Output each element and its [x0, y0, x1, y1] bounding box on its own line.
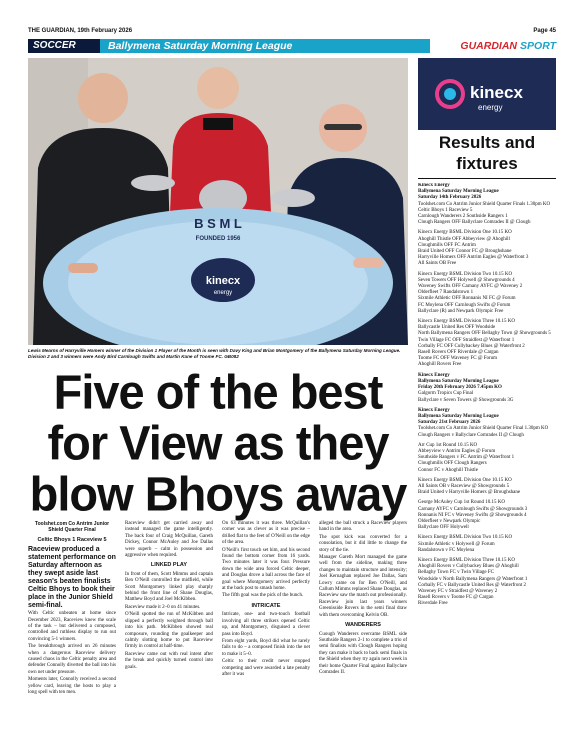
fixture-block: [418, 408, 556, 443]
fixture-line: Twin Village FC OFF Straidfest @ Waterfront 1: [418, 337, 515, 343]
fixture-block: [418, 500, 556, 535]
plate-subtitle: FOUNDED 1956: [195, 236, 241, 242]
sponsor-ad: [418, 58, 556, 130]
section-label: SOCCER: [28, 39, 100, 53]
fixture-line: Olderfleet v Newpark Olympic: [418, 518, 481, 524]
paragraph: Moments later, Connolly received a second yellow card, leaving the hosts to play a long spell with ten men.: [28, 677, 116, 696]
article-column-2: [125, 521, 213, 672]
fixture-block: [418, 478, 556, 501]
headline: Five of the best for View as they blow Bhoys away: [29, 364, 407, 521]
paragraph: On 63 minutes it was three. McQuillan's corner was as clever as it was precise – drilled flat to the feet of O'Neill on the edge of the area.: [222, 521, 310, 546]
fixture-line: Woodside v North Ballymena Rangers @ Waterfront 1: [418, 576, 528, 582]
fixture-line: All Saints OB v Raceview @ Showgrounds 5: [418, 483, 510, 489]
fixture-line: All Saints OB Free: [418, 261, 457, 267]
fixture-line: Corbally FC v Ballycastle United Res @ Waterfront 2: [418, 582, 526, 588]
ad-sub: energy: [478, 103, 503, 112]
fixture-line: Rasell Rovers OFF Riverdale @ Cargan: [418, 350, 499, 356]
article-body: [28, 521, 408, 721]
team-photo: [28, 58, 408, 345]
paragraph: Raceview made it 2–0 on 41 minutes.: [125, 604, 201, 610]
paragraph: In front of them, Scott Mimms and captain Ben O'Neill controlled the midfield, while Scott Montgomery linked play sharply behind the front line of Shane Douglas, Matthew Boyd and Joel McKibben.: [125, 571, 213, 603]
fixture-line: George McAuley Cup 1st Round 10.15 KO: [418, 500, 505, 506]
fixture-line: Ahoghill Rovers v Cullybackey Blues @ Ahoghill: [418, 564, 519, 570]
paragraph: alleged the ball struck a Raceview players hand in the area.: [319, 521, 407, 533]
fixture-line: Cloughmills OFF FC Antrim: [418, 242, 476, 248]
fixture-line: Braid United OFF Connor FC @ Broughshane: [418, 249, 512, 255]
paragraph: The breakthrough arrived on 26 minutes when a dangerous Raceview delivery caused chaos in the Celtic penalty area and defender Connolly diverted the ball into his own net under pressure.: [28, 644, 116, 675]
masthead-brand: [430, 39, 556, 53]
fixture-block: [418, 230, 556, 271]
photo-caption: Lewis Mearns of Harryville Homers winner of the Division 1 Player of the Month is seen with Davy King and Brian Montgomery of the Ballymena Saturday Morning League. Division 2 and 3 winners were Andy Bird Carnlough Swifts and Martin Kane of Toome FC. GB082: [28, 348, 401, 359]
fixture-line: Bellaghy Town FC v Twin Village FC: [418, 570, 494, 576]
fixture-line: Toome FC OFF Waveney FC @ Forum: [418, 356, 498, 362]
paragraph: Celtic to their credit never stopped competing and were awarded a late penalty after it was: [222, 659, 310, 677]
fixture-line: Corbally FC OFF Cullybackey Blues @ Waterfront 2: [418, 343, 525, 349]
fixture-line: Seven Towers OFF Holywell @ Showgrounds 4: [418, 277, 515, 283]
paragraph: O'Neill's first touch set him, and his second found the bottom corner from 16 yards. Two minutes later it was four. Pressure down the wide area forced Celtic deeper, and Douglas drove a ball across the face of goal where Montgomery arrived perfectly at the back post to smash home.: [222, 547, 310, 592]
article-column-4: [319, 521, 407, 677]
fixture-heading: Kinecx Energy: [418, 407, 450, 413]
fixture-heading: Ballymena Saturday Morning League: [418, 413, 499, 419]
competition-line: Toolshet.com Co Antrim Junior Shield Quarter Final: [34, 521, 110, 534]
fixture-line: Clough Rangers v Ballyclare Comrades II @ Clough: [418, 432, 524, 438]
fixture-block: [418, 535, 556, 558]
fixture-heading: Saturday 21st February 2026: [418, 420, 481, 426]
plate-title: B S M L: [194, 216, 242, 231]
fixture-line: Kinecx Energy BSML Division Two 10.15 KO: [418, 535, 513, 541]
fixture-line: Rasell Rovers v Toome FC @ Cargan: [418, 595, 494, 601]
subheading: WANDERERS: [345, 622, 381, 629]
kinecx-logo: [418, 58, 556, 130]
paragraph: From eight yards, Boyd did what he rarely fails to do – a composed finish into the net to make it 5–0.: [222, 638, 310, 657]
fixture-line: Celtic Bhoys 1 Raceview 5: [418, 207, 473, 213]
fixture-block: [418, 558, 556, 612]
fixture-line: Ahoghill Rovers Free: [418, 362, 462, 368]
fixture-line: Olderfleet 7 Randalstown 1: [418, 290, 474, 296]
fixture-block: [418, 373, 556, 408]
score-line: Celtic Bhoys 1 Raceview 5: [37, 536, 107, 543]
plate-sponsor: kinecx: [205, 275, 241, 287]
article-column-1: [28, 521, 116, 698]
fixture-block: [418, 319, 556, 373]
fixture-block: [418, 183, 556, 230]
fixture-heading: Friday 20th February 2026 7.45pm KO: [418, 385, 502, 391]
paragraph: With Celtic unbeaten at home since December 2023, Raceview knew the scale of the task – but delivered a composed, controlled and ruthless display to run out convincing 5-1 winners.: [28, 611, 116, 642]
divider: [418, 178, 556, 179]
results-title: Results and fixtures: [438, 133, 536, 173]
brand-guardian: GUARDIAN: [460, 40, 518, 52]
subheading: INTRICATE: [251, 602, 281, 609]
photo-illustration: [28, 58, 408, 345]
fixture-heading: Ballymena Saturday Morning League: [418, 378, 499, 384]
fixture-line: Galgorm Tropics Cup Final: [418, 391, 474, 397]
article-column-3: [222, 521, 310, 679]
fixture-line: Southside Rangers v FC Antrim @ Waterfront 1: [418, 455, 515, 461]
fixture-line: Arr Cup 1st Round 10.15 KO: [418, 442, 478, 448]
fixture-line: Carnlough Wanderers 2 Southside Rangers 1: [418, 214, 508, 220]
paragraph: The fifth goal was the pick of the bunch.: [222, 593, 304, 599]
fixture-line: Ballyclare v Seven Towers @ Showgrounds 3G: [418, 397, 514, 403]
fixture-line: Kinecx Energy BSML Division One 10.15 KO: [418, 230, 512, 236]
page-number: Page 45: [533, 28, 556, 34]
fixture-heading: Ballymena Saturday Morning League: [418, 189, 499, 195]
fixture-line: Kinecx Energy BSML Division One 10.15 KO: [418, 477, 512, 483]
fixture-line: Abbeyview v Antrim Eagles @ Forum: [418, 448, 496, 454]
league-title: Ballymena Saturday Morning League: [100, 39, 430, 53]
fixture-line: Randalstown v FC Moylena: [418, 547, 475, 553]
fixture-line: Waveney Swifts OFF Carnany AYFC @ Waveney 2: [418, 284, 523, 290]
paragraph: Cuough Wanderers overcame BSML side Southside Rangers 2-1 to complete a trio of semi finalists with Clough Rangers hoping they can make it back to back semi finals in the Shield when they try again next week in their home Quarter Final against Ballyclare Comrades II.: [319, 631, 407, 675]
fixture-line: Clough Rangers OFF Ballyclare Comrades II @ Clough: [418, 220, 531, 226]
fixture-heading: Kinecx Energy: [418, 372, 450, 378]
fixture-gap: [418, 608, 556, 612]
fixture-line: Kinecx Energy BSML Division Three 10.15 KO: [418, 319, 515, 325]
fixture-line: Sixmile Athletic OFF Ronnanis NI FC @ Forum: [418, 296, 516, 302]
fixtures-list: [418, 183, 556, 723]
paragraph: Intricate, one- and two-touch football involving all three strikers opened Celtic up, and Montgomery, disguised a clever pass into Boyd.: [222, 612, 310, 637]
paragraph: Raceview came out with real intent after the break and quickly turned control into goals.: [125, 651, 213, 670]
fixture-line: Kinecx Energy BSML Division Three 10.15 KO: [418, 557, 515, 563]
brand-sport: SPORT: [520, 40, 556, 52]
page-header: [28, 28, 556, 38]
fixture-line: Toolshet.com Co Antrim Junior Shield Quarter Finals 1.30pm KO: [418, 201, 551, 207]
fixture-line: Connor FC v Ahoghill Thistle: [418, 467, 478, 473]
fixture-line: Sixmile Athletic v Holywell @ Forum: [418, 541, 495, 547]
fixture-heading: Saturday 14th February 2026: [418, 195, 482, 201]
fixture-line: Ronnanis NI FC v Waveney Swifts @ Showgrounds 4: [418, 512, 527, 518]
fixture-line: Ahoghill Thistle OFF Abbeyview @ Ahoghill: [418, 236, 510, 242]
paragraph: Raceview didn't get carried away and instead managed the game intelligently. The back four of Craig McQuillan, Gareth Dickey, Connor McAuley and Joe Dallas were superb – calm in possession and aggressive when required.: [125, 521, 213, 559]
fixture-line: Toolshet.com Co Antrim Junior Shield Quarter Final 1.30pm KO: [418, 426, 549, 432]
fixture-block: [418, 443, 556, 478]
fixture-line: Riverdale Free: [418, 601, 448, 607]
fixture-line: North Ballymena Rangers OFF Bellaghy Town @ Showgrounds 5: [418, 331, 551, 337]
fixture-line: Ballyclare OFF Holywell: [418, 525, 469, 531]
fixture-line: Carnany AYFC v Carnlough Swifts @ Showgrounds 3: [418, 506, 528, 512]
fixture-line: Waveney FC v Straidfest @ Waveney 2: [418, 588, 498, 594]
lead-paragraph: Raceview produced a statement performance on Saturday afternoon as they swept aside last season's beaten finalists Celtic Bhoys to book their place in the Junior Shield semi-final.: [28, 546, 116, 610]
paragraph: The spot kick was converted for a consolation, but it did little to change the story of the tie.: [319, 534, 407, 553]
date-line: THE GUARDIAN, 19th February 2026: [28, 28, 133, 34]
fixture-line: FC Moylena OFF Carnlough Swifts @ Forum: [418, 302, 511, 308]
fixture-line: Cloughmills OFF Clough Rangers: [418, 461, 487, 467]
fixture-line: Kinecx Energy BSML Division Two 10.15 KO: [418, 271, 513, 277]
fixture-line: Ballycastle United Res OFF Woodside: [418, 325, 496, 331]
subheading: LINKED PLAY: [150, 562, 188, 569]
ad-brand: kinecx: [470, 83, 523, 102]
fixture-block: [418, 272, 556, 319]
fixture-line: Ballyclare (R) and Newpark Olympic Free: [418, 308, 504, 314]
fixture-heading: Kinecx Energy: [418, 183, 450, 188]
plate-sponsor-sub: energy: [213, 290, 233, 296]
paragraph: Manager Gareth Mort managed the game well from the sideline, making three changes to maintain structure and intensity; Joel Kernaghan replaced Joe Dallas, Sam Lowry came on for Ben O'Neill, and Callum Mimms replaced Shane Douglas, as Raceview saw the match out professionally. Raceview join last years winners Greenisside Rovers in the semi final draw with them overcoming Kelvin OB.: [319, 555, 407, 618]
fixture-line: Harryville Homers OFF Antrim Eagles @ Waterfront 3: [418, 255, 529, 261]
paragraph: O'Neill spotted the run of McKibben and slipped a perfectly weighted through ball into his path. McKibben showed real composure, rounding the goalkeeper and calmly slotting home to put Raceview firmly in control at half-time.: [125, 612, 213, 650]
section-banner: [28, 39, 556, 53]
fixture-line: Braid United v Harryville Homers @ Broughshane: [418, 490, 521, 496]
